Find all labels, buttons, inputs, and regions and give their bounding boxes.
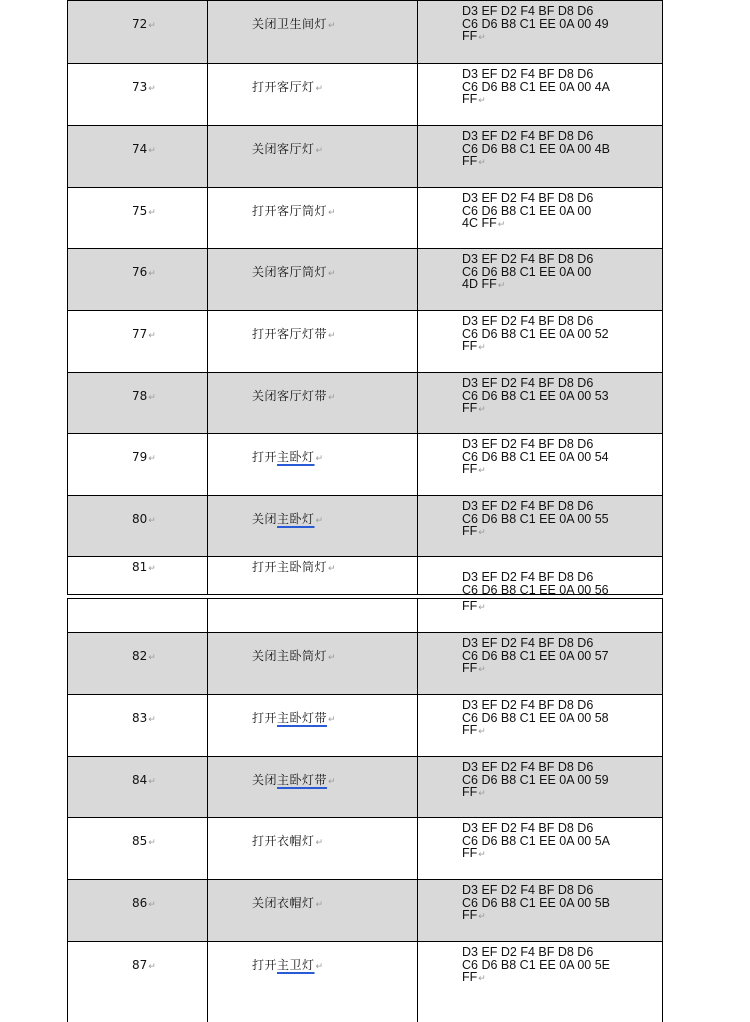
command-description: 关闭衣帽灯↵ [252, 896, 324, 910]
command-description: 关闭客厅筒灯↵ [252, 265, 337, 279]
row-number: 79↵ [132, 450, 156, 464]
command-description: 关闭主卧灯↵ [252, 512, 324, 526]
index-cell [67, 0, 208, 63]
index-cell [67, 64, 208, 125]
hex-code: D3 EF D2 F4 BF D8 D6 C6 D6 B8 C1 EE 0A 00 4D FF↵ [462, 252, 594, 291]
command-description: 关闭客厅灯带↵ [252, 389, 337, 403]
table-row [67, 249, 663, 311]
table-row [67, 373, 663, 434]
command-description: 打开主卫灯↵ [252, 958, 324, 972]
table-row [67, 557, 663, 595]
hex-code: D3 EF D2 F4 BF D8 D6 C6 D6 B8 C1 EE 0A 00 57 FF↵ [462, 636, 609, 675]
command-description: 打开主卧灯↵ [252, 450, 324, 464]
description-cell [208, 496, 418, 556]
table-row [67, 633, 663, 695]
description-cell [208, 757, 418, 817]
hex-code: D3 EF D2 F4 BF D8 D6 C6 D6 B8 C1 EE 0A 00 53 FF↵ [462, 376, 609, 415]
hex-code: D3 EF D2 F4 BF D8 D6 C6 D6 B8 C1 EE 0A 00 4C FF↵ [462, 191, 594, 230]
description-cell [208, 64, 418, 125]
row-number: 77↵ [132, 327, 156, 341]
command-description: 打开主卧灯带↵ [252, 711, 337, 725]
hex-code-cell [418, 126, 663, 187]
index-cell [67, 942, 208, 1022]
description-cell [208, 126, 418, 187]
table-row [67, 126, 663, 188]
table-row [67, 695, 663, 757]
row-number: 72↵ [132, 17, 156, 31]
hex-code-cell [418, 633, 663, 694]
row-number: 73↵ [132, 80, 156, 94]
row-number: 78↵ [132, 389, 156, 403]
row-number: 75↵ [132, 204, 156, 218]
description-cell [208, 0, 418, 63]
description-cell [208, 557, 418, 594]
index-cell [67, 126, 208, 187]
hex-code-cell [418, 942, 663, 1022]
command-description: 打开客厅筒灯↵ [252, 204, 337, 218]
hex-code-cell [418, 0, 663, 63]
description-cell [208, 188, 418, 248]
row-number: 84↵ [132, 773, 156, 787]
hex-code: D3 EF D2 F4 BF D8 D6 C6 D6 B8 C1 EE 0A 00 54 FF↵ [462, 437, 609, 476]
row-number: 87↵ [132, 958, 156, 972]
hex-code-cell [418, 64, 663, 125]
command-description: 打开客厅灯带↵ [252, 327, 337, 341]
index-cell [67, 599, 208, 632]
description-cell [208, 880, 418, 941]
description-cell [208, 434, 418, 495]
hex-code: D3 EF D2 F4 BF D8 D6 C6 D6 B8 C1 EE 0A 00 55 FF↵ [462, 499, 609, 538]
hex-code: D3 EF D2 F4 BF D8 D6 C6 D6 B8 C1 EE 0A 00 56 [462, 570, 609, 597]
row-number: 76↵ [132, 265, 156, 279]
row-number: 82↵ [132, 649, 156, 663]
row-number: 74↵ [132, 142, 156, 156]
hex-code-cell [418, 249, 663, 310]
table-row [67, 0, 663, 64]
description-cell [208, 249, 418, 310]
hex-code-cell [418, 757, 663, 817]
command-description: 打开客厅灯↵ [252, 80, 324, 94]
description-cell [208, 373, 418, 433]
hex-code-cell [418, 818, 663, 879]
index-cell [67, 695, 208, 756]
hex-code-cell [418, 188, 663, 248]
index-cell [67, 557, 208, 594]
row-number: 80↵ [132, 512, 156, 526]
hex-code-cell [418, 557, 663, 597]
description-cell [208, 633, 418, 694]
command-description: 打开衣帽灯↵ [252, 834, 324, 848]
hex-code-cell [418, 599, 663, 632]
table-row [67, 880, 663, 942]
description-cell [208, 942, 418, 1022]
table-row [67, 188, 663, 249]
hex-code: D3 EF D2 F4 BF D8 D6 C6 D6 B8 C1 EE 0A 00 58 FF↵ [462, 698, 609, 737]
hex-code: D3 EF D2 F4 BF D8 D6 C6 D6 B8 C1 EE 0A 00 4B FF↵ [462, 129, 611, 168]
row-number: 83↵ [132, 711, 156, 725]
description-cell [208, 599, 418, 632]
description-cell [208, 695, 418, 756]
hex-code-cell [418, 373, 663, 433]
hex-code: FF↵ [462, 599, 486, 613]
command-description: 打开主卧筒灯↵ [252, 560, 337, 574]
index-cell [67, 880, 208, 941]
hex-code: D3 EF D2 F4 BF D8 D6 C6 D6 B8 C1 EE 0A 00 5B FF↵ [462, 883, 611, 922]
description-cell [208, 311, 418, 372]
row-number: 85↵ [132, 834, 156, 848]
hex-code: D3 EF D2 F4 BF D8 D6 C6 D6 B8 C1 EE 0A 00 49 FF↵ [462, 4, 609, 43]
hex-code: D3 EF D2 F4 BF D8 D6 C6 D6 B8 C1 EE 0A 00 59 FF↵ [462, 760, 609, 799]
hex-code: D3 EF D2 F4 BF D8 D6 C6 D6 B8 C1 EE 0A 00 5E FF↵ [462, 945, 611, 984]
hex-code: D3 EF D2 F4 BF D8 D6 C6 D6 B8 C1 EE 0A 00 52 FF↵ [462, 314, 609, 353]
index-cell [67, 434, 208, 495]
hex-code: D3 EF D2 F4 BF D8 D6 C6 D6 B8 C1 EE 0A 00 5A FF↵ [462, 821, 611, 860]
description-cell [208, 818, 418, 879]
hex-code-cell [418, 880, 663, 941]
index-cell [67, 757, 208, 817]
table-row [67, 496, 663, 557]
row-number: 81↵ [132, 560, 156, 574]
table-row-continuation [67, 598, 663, 633]
command-description: 关闭主卧灯带↵ [252, 773, 337, 787]
index-cell [67, 249, 208, 310]
hex-code-cell [418, 434, 663, 495]
index-cell [67, 818, 208, 879]
table-row [67, 757, 663, 818]
index-cell [67, 188, 208, 248]
command-description: 关闭卫生间灯↵ [252, 17, 337, 31]
index-cell [67, 633, 208, 694]
hex-code-cell [418, 695, 663, 756]
table-row [67, 311, 663, 373]
table-row [67, 434, 663, 496]
row-number: 86↵ [132, 896, 156, 910]
table-row [67, 942, 663, 1022]
command-description: 关闭客厅灯↵ [252, 142, 324, 156]
command-description: 关闭主卧筒灯↵ [252, 649, 337, 663]
hex-code: D3 EF D2 F4 BF D8 D6 C6 D6 B8 C1 EE 0A 00 4A FF↵ [462, 67, 611, 106]
table-row [67, 64, 663, 126]
hex-code-cell [418, 496, 663, 556]
index-cell [67, 373, 208, 433]
index-cell [67, 496, 208, 556]
index-cell [67, 311, 208, 372]
hex-code-cell [418, 311, 663, 372]
table-row [67, 818, 663, 880]
